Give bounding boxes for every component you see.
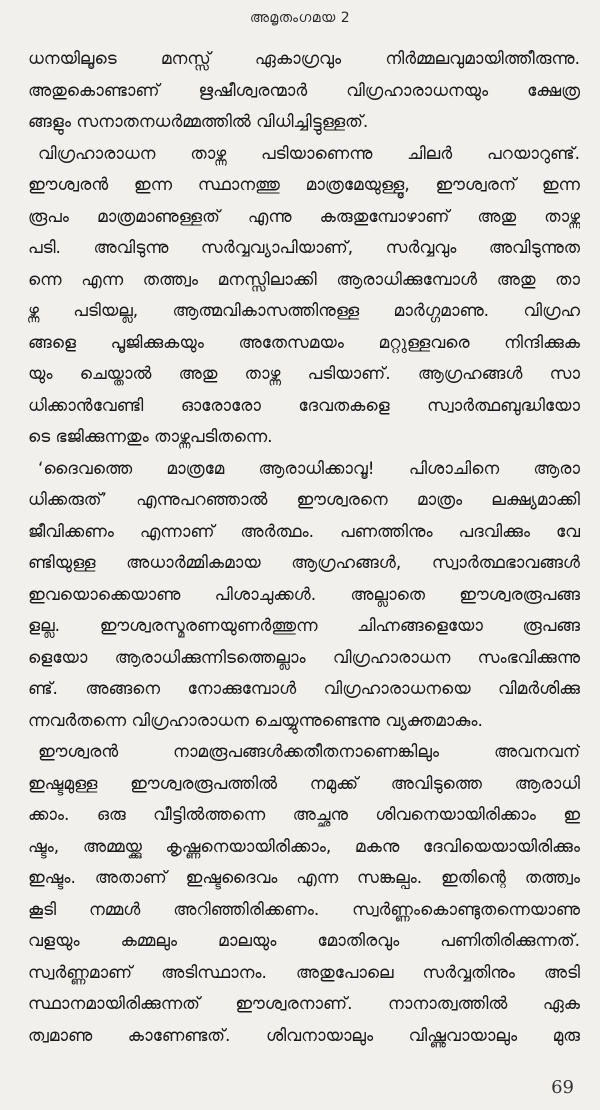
text-line: ളെയോ ആരാധിക്കുന്നിടത്തെല്ലാം വിഗ്രഹാരാധന സംഭവിക്കുന്നു <box>28 647 580 668</box>
paragraph <box>28 139 580 454</box>
text-line: ജീവിക്കണം എന്നാണ് അർത്ഥം. പണത്തിനും പദവിക്കും വേ <box>28 521 580 542</box>
text-line: വളയും കമ്മലും മാലയും മോതിരവും പണിതിരിക്കുന്നത്. <box>28 931 580 951</box>
text-line: യും ചെയ്താൽ അതു താഴ്ന്ന പടിയാണ്. ആഗ്രഹങ്ങൾ സാ <box>28 364 580 384</box>
text-line: ധിക്കാൻവേണ്ടി ഓരോരോ ദേവതകളെ സ്വാർത്ഥബുദ്ധിയോ <box>28 395 580 416</box>
page-number: 69 <box>551 1077 574 1098</box>
paragraph <box>28 44 580 139</box>
text-line: ഇവയൊക്കെയാണു പിശാചുക്കൾ. അല്ലാതെ ഈശ്വരരൂപങ്ങ <box>28 584 580 605</box>
text-line: ഇഷ്ടം. അതാണ് ഇഷ്ടദൈവം എന്ന സങ്കല്പം. ഇതിന്റെ തത്ത്വം <box>28 868 580 888</box>
paragraph <box>28 737 580 1052</box>
text-line: ങ്ങളെ പൂജിക്കുകയും അതേസമയം മറ്റുള്ളവരെ നിന്ദിക്കുക <box>28 332 580 353</box>
text-line: ളല്ല. ഈശ്വരസ്മരണയുണർത്തുന്ന ചിഹ്നങ്ങളെയോ രൂപങ്ങ <box>28 616 580 636</box>
text-line: ടെ ഭജിക്കുന്നതും താഴ്ന്നപടിതന്നെ. <box>28 427 273 447</box>
text-line: അതുകൊണ്ടാണ് ഋഷീശ്വരന്മാർ വിഗ്രഹാരാധനയും ക്ഷേത്ര <box>28 80 580 101</box>
text-line: ഈശ്വരൻ ഇന്ന സ്ഥാനത്തു മാത്രമേയുള്ളൂ, ഈശ്വരന് ഇന്ന <box>28 175 580 195</box>
paragraph <box>28 454 580 738</box>
text-line: ഴ്ന്ന പടിയല്ല, ആത്മവികാസത്തിനുള്ള മാർഗ്ഗമാണു. വിഗ്രഹ <box>28 301 580 321</box>
text-line: രൂപം മാത്രമാണുള്ളത് എന്നു കരുതുമ്പോഴാണ് അതു താഴ്ന്ന <box>28 206 580 227</box>
text-line: ന്നെ എന്ന തത്ത്വം മനസ്സിലാക്കി ആരാധിക്കുമ്പോൾ അതു താ <box>28 269 580 290</box>
text-line: സ്ഥാനമായിരിക്കുന്നത് ഈശ്വരനാണ്. നാനാത്വത്തിൽ ഏക <box>28 994 580 1014</box>
running-header: അമൃതംഗമയ 2 <box>249 10 351 26</box>
text-line: പടി. അവിടുന്നു സർവ്വവ്യാപിയാണ്, സർവ്വവും അവിടുന്നുത <box>28 238 580 258</box>
text-line: ക്കാം. ഒരു വീട്ടിൽത്തന്നെ അച്ഛനു ശിവനെയായിരിക്കാം ഇ <box>28 805 580 825</box>
text-line: വിഗ്രഹാരാധന താഴ്ന്ന പടിയാണെന്നു ചിലർ പറയാറുണ്ട്. <box>38 143 580 164</box>
text-line: ‘ദൈവത്തെ മാത്രമേ ആരാധിക്കാവൂ! പിശാചിനെ ആരാ <box>38 458 580 479</box>
text-line: സ്വർണ്ണമാണ് അടിസ്ഥാനം. അതുപോലെ സർവ്വതിനും അടി <box>28 962 580 983</box>
body-text <box>28 44 580 1052</box>
text-line: ത്വമാണു കാണേണ്ടത്. ശിവനായാലും വിഷ്ണുവായാലും മുരു <box>28 1025 580 1046</box>
text-line: ഈശ്വരൻ നാമരൂപങ്ങൾക്കതീതനാണെങ്കിലും അവനവന് <box>38 742 580 762</box>
text-line: കൂടി നമ്മൾ അറിഞ്ഞിരിക്കണം. സ്വർണ്ണംകൊണ്ടുതന്നെയാണു <box>28 899 580 920</box>
text-line: ധനയിലൂടെ മനസ്സ് ഏകാഗ്രവും നിർമ്മലവുമായിത്തീരുന്നു. <box>28 49 580 69</box>
text-line: ന്നവർതന്നെ വിഗ്രഹാരാധന ചെയ്യുന്നുണ്ടെന്നു വ്യക്തമാകും. <box>28 710 483 731</box>
text-line: ണ്ടിയുള്ള അധാർമ്മികമായ ആഗ്രഹങ്ങൾ, സ്വാർത്ഥഭാവങ്ങൾ <box>28 553 580 573</box>
text-line: ണ്ട്. അങ്ങനെ നോക്കുമ്പോൾ വിഗ്രഹാരാധനയെ വിമർശിക്കു <box>28 679 580 699</box>
text-line: ഷ്ടം, അമ്മയ്ക്കു കൃഷ്ണനെയായിരിക്കാം, മകനു ദേവിയെയായിരിക്കും <box>28 836 580 857</box>
text-line: ങ്ങളും സനാതനധർമ്മത്തിൽ വിധിച്ചിട്ടുള്ളത്. <box>28 112 369 132</box>
text-line: ഇഷ്ടമുള്ള ഈശ്വരരൂപത്തിൽ നമുക്ക് അവിടുത്തെ ആരാധി <box>28 773 580 794</box>
text-line: ധിക്കരുത്’ എന്നുപറഞ്ഞാൽ ഈശ്വരനെ മാത്രം ലക്ഷ്യമാക്കി <box>28 490 580 510</box>
